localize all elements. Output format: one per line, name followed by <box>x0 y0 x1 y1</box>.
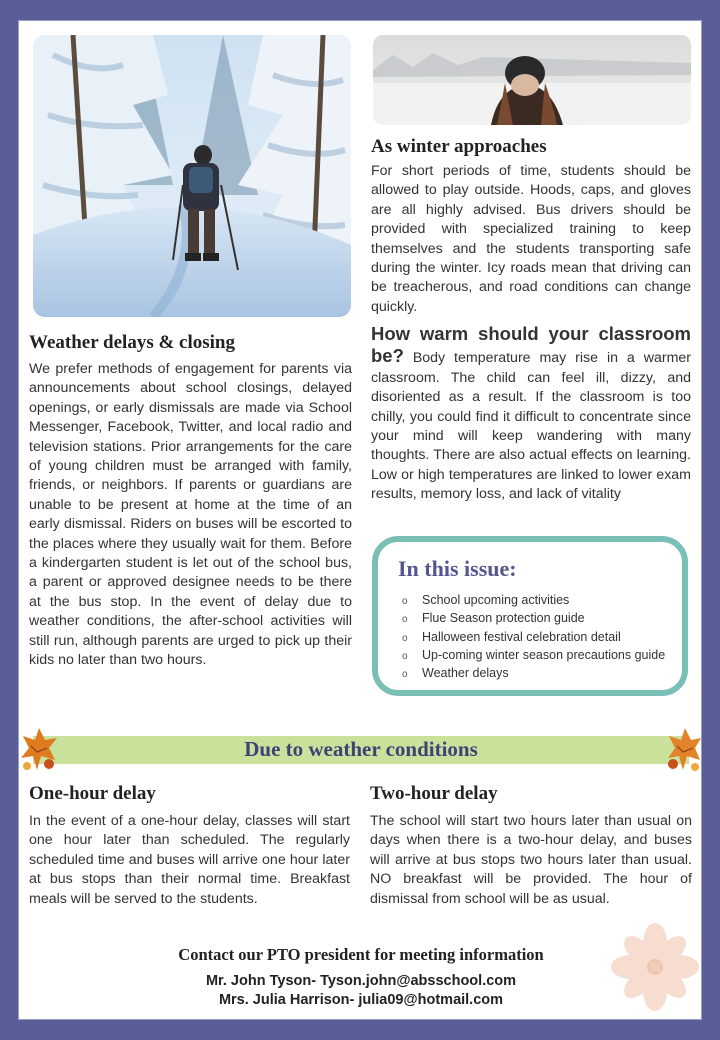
bullet-icon: o <box>402 650 408 662</box>
bullet-icon: o <box>402 614 408 626</box>
winter-text: For short periods of time, students should be allowed to play outside. Hoods, caps, and gloves are all highly advised. Bus drivers should be provided with specialized training to keep themselves and the students transporting safe during the winter. Icy roads mean that driving can be treacherous, and road conditions can change quickly. <box>371 163 691 315</box>
banner-title: Due to weather conditions <box>244 737 478 761</box>
issue-item-label: Flue Season protection guide <box>422 611 585 626</box>
issue-item <box>402 629 665 647</box>
two-hour-delay-text: The school will start two hours later than usual on days when there is a two-hour delay, and buses will arrive at bus stops two hours later than usual. NO breakfast will be provided. The hour of dismissal from school will be as usual. <box>370 813 692 907</box>
one-hour-delay-text: In the event of a one-hour delay, classes will start one hour later than scheduled. The regularly scheduled time and buses will arrive one hour later at bus stops than their normal time. Breakfast meals will be served to the students. <box>29 813 350 907</box>
issue-item-label: Weather delays <box>422 666 509 681</box>
issue-item-label: School upcoming activities <box>422 593 570 607</box>
newsletter-page <box>18 20 702 1020</box>
issue-item-label: Up-coming winter season precautions guide <box>422 647 666 662</box>
issue-item <box>402 665 665 683</box>
winter-heading: As winter approaches <box>371 136 547 157</box>
contact-line-harrison: Mrs. Julia Harrison- julia09@hotmail.com <box>218 992 504 1008</box>
classroom-text: Body temperature may rise in a warmer classroom. The child can feel ill, dizzy, and disoriented as a result. If the classroom is too chilly, you could find it difficult to concentrate since your mind will keep wandering with many thoughts. There are also actual effects on learning. Low or high temperatures are linked to lower exam results, memory loss, and lack of vitality <box>371 350 691 503</box>
classroom-question: How warm should your classroom be? <box>371 323 691 367</box>
issue-item-label: Halloween festival celebration detail <box>422 629 621 644</box>
bullet-icon: o <box>402 596 408 607</box>
issue-item <box>402 592 665 610</box>
weather-conditions-banner <box>19 736 703 764</box>
issue-item <box>402 610 665 628</box>
hiker-snow-photo <box>33 35 351 317</box>
two-hour-delay-heading: Two-hour delay <box>370 783 498 804</box>
one-hour-delay-heading: One-hour delay <box>29 783 156 804</box>
contact-title: Contact our PTO president for meeting information <box>178 945 544 964</box>
weather-delays-text: We prefer methods of engagement for parents via announcements about school closings, delayed openings, or early dismissals are made via School Messenger, Facebook, Twitter, and local radio and television stations. Prior arrangements for the care of young children must be arranged with family, friends, or neighbors. If parents or guardians are unable to be present at home at the time of an early dismissal. Riders on buses will be escorted to the places where they usually wait for them. Before a kindergarten student is let out of the school bus, a parent or approved designee needs to be there at the bus stop. In the event of delay due to weather conditions, the after-school activities will still run, although parents are urged to pick up their kids no later than two hours. <box>29 361 352 669</box>
contact-line-tyson: Mr. John Tyson- Tyson.john@absschool.com <box>205 973 517 989</box>
autumn-leaves-right-icon <box>665 724 703 776</box>
woman-in-snow-photo <box>373 35 691 125</box>
issue-item <box>402 647 665 665</box>
bullet-icon: o <box>402 669 408 681</box>
classroom-section <box>371 324 691 505</box>
decorative-flower-icon <box>609 921 701 1017</box>
issue-list <box>402 592 665 683</box>
bullet-icon: o <box>402 632 408 644</box>
weather-delays-heading: Weather delays & closing <box>29 332 236 353</box>
in-this-issue-box <box>372 536 688 696</box>
in-this-issue-title: In this issue: <box>398 556 517 581</box>
